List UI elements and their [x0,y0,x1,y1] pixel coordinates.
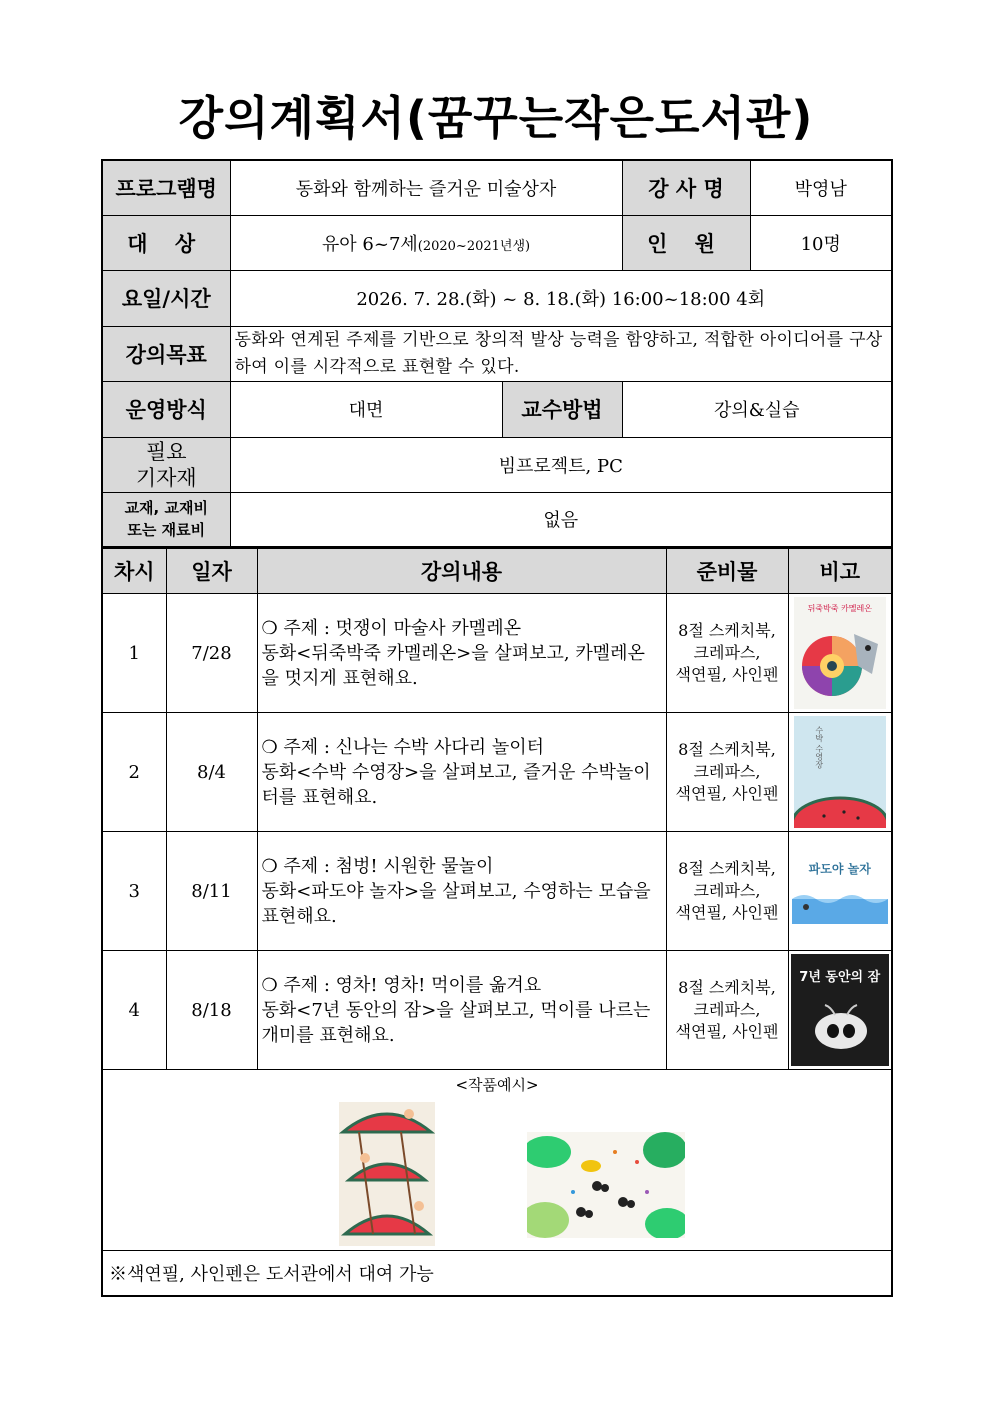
target-label: 대 상 [102,215,230,270]
session-date: 7/28 [166,594,257,713]
supply-line: 8절 스케치북, [678,859,776,878]
header-remarks: 비고 [788,548,892,594]
equipment-label-line2: 기자재 [135,465,197,490]
session-no: 1 [102,594,166,713]
watermelon-illustration [794,716,886,828]
session-no: 3 [102,832,166,951]
count-label: 인 원 [622,215,750,270]
session-desc: 동화<7년 동안의 잠>을 살펴보고, 먹이를 나르는 개미를 표현해요. [261,999,651,1046]
method-value: 대면 [230,381,502,437]
schedule-value: 2026. 7. 28.(화) ~ 8. 18.(화) 16:00~18:00 4회 [230,270,892,326]
supply-line: 8절 스케치북, [678,978,776,997]
supply-line: 8절 스케치북, [678,621,776,640]
count-value: 10명 [750,215,892,270]
target-note: (2020~2021년생) [417,238,531,254]
sample-artwork-watermelon [339,1102,435,1246]
teaching-value: 강의&실습 [622,381,892,437]
instructor-label: 강 사 명 [622,160,750,215]
watermelon-ladder-artwork [339,1102,435,1246]
samples-section [102,1070,892,1251]
session-supplies [666,832,788,951]
header-content: 강의내용 [257,548,666,594]
chameleon-illustration [794,614,886,709]
equipment-label [102,437,230,492]
schedule-table [101,547,893,1297]
book-cover-wave [792,858,888,924]
equipment-value: 빔프로젝트, PC [230,437,892,492]
target-value: 유아 6~7세 [321,233,418,255]
supply-line: 색연필, 사인펜 [675,665,779,684]
session-date: 8/11 [166,832,257,951]
table-row [102,594,892,713]
book-cover-title: 파도야 놀자 [808,862,871,876]
session-content [257,713,666,832]
sample-artwork-ants [527,1132,685,1238]
materials-label-line2: 또는 재료비 [127,521,206,540]
session-topic: ❍ 주제 : 멋쟁이 마술사 카멜레온 [261,617,521,639]
page-title: 강의계획서(꿈꾸는작은도서관) [178,91,814,145]
session-content [257,594,666,713]
book-cover-title: 7년 동안의 잠 [799,970,881,985]
header-session: 차시 [102,548,166,594]
table-row [102,713,892,832]
program-value: 동화와 함께하는 즐거운 미술상자 [230,160,622,215]
session-date: 8/4 [166,713,257,832]
table-row [102,832,892,951]
materials-label [102,492,230,547]
goal-value: 동화와 연계된 주제를 기반으로 창의적 발상 능력을 함양하고, 적합한 아이디어를 구상하여 이를 시각적으로 표현할 수 있다. [230,326,892,381]
samples-label: <작품예시> [455,1076,539,1094]
book-cover-title: 수박 수영장 [814,726,824,769]
target-cell [230,215,622,270]
supply-line: 크레파스, [693,1000,761,1019]
wave-illustration [792,877,888,924]
session-content [257,832,666,951]
info-table [101,159,893,548]
teaching-label: 교수방법 [502,381,622,437]
session-topic: ❍ 주제 : 영차! 영차! 먹이를 옮겨요 [261,974,542,996]
book-cover-title: 뒤죽박죽 카멜레온 [807,604,872,613]
session-topic: ❍ 주제 : 신나는 수박 사다리 놀이터 [261,736,545,758]
session-desc: 동화<수박 수영장>을 살펴보고, 즐거운 수박놀이터를 표현해요. [261,761,651,808]
session-supplies [666,713,788,832]
session-no: 4 [102,951,166,1070]
session-desc: 동화<파도야 놀자>을 살펴보고, 수영하는 모습을 표현해요. [261,880,651,927]
schedule-label: 요일/시간 [102,270,230,326]
book-cover-cell [788,832,892,951]
session-no: 2 [102,713,166,832]
session-content [257,951,666,1070]
equipment-label-line1: 필요 [145,439,187,464]
book-cover-watermelon [794,716,886,828]
materials-label-line1: 교재, 교재비 [124,499,208,518]
instructor-value: 박영남 [750,160,892,215]
supply-line: 색연필, 사인펜 [675,784,779,803]
header-date: 일자 [166,548,257,594]
session-date: 8/18 [166,951,257,1070]
book-cover-cell [788,713,892,832]
supply-line: 크레파스, [693,762,761,781]
goal-label: 강의목표 [102,326,230,381]
method-label: 운영방식 [102,381,230,437]
cicada-illustration [791,985,889,1065]
supply-line: 색연필, 사인펜 [675,1022,779,1041]
book-cover-sleep [791,954,889,1066]
supply-line: 크레파스, [693,881,761,900]
session-supplies [666,594,788,713]
book-cover-cell [788,951,892,1070]
program-label: 프로그램명 [102,160,230,215]
session-topic: ❍ 주제 : 첨벙! 시원한 물놀이 [261,855,494,877]
book-cover-chameleon [794,597,886,709]
ants-artwork [527,1132,685,1238]
supply-line: 크레파스, [693,643,761,662]
supply-line: 색연필, 사인펜 [675,903,779,922]
book-cover-cell [788,594,892,713]
supply-line: 8절 스케치북, [678,740,776,759]
footer-note: ※색연필, 사인펜은 도서관에서 대여 가능 [102,1251,892,1297]
session-supplies [666,951,788,1070]
table-row [102,951,892,1070]
header-supplies: 준비물 [666,548,788,594]
session-desc: 동화<뒤죽박죽 카멜레온>을 살펴보고, 카멜레온을 멋지게 표현해요. [261,642,645,689]
materials-value: 없음 [230,492,892,547]
